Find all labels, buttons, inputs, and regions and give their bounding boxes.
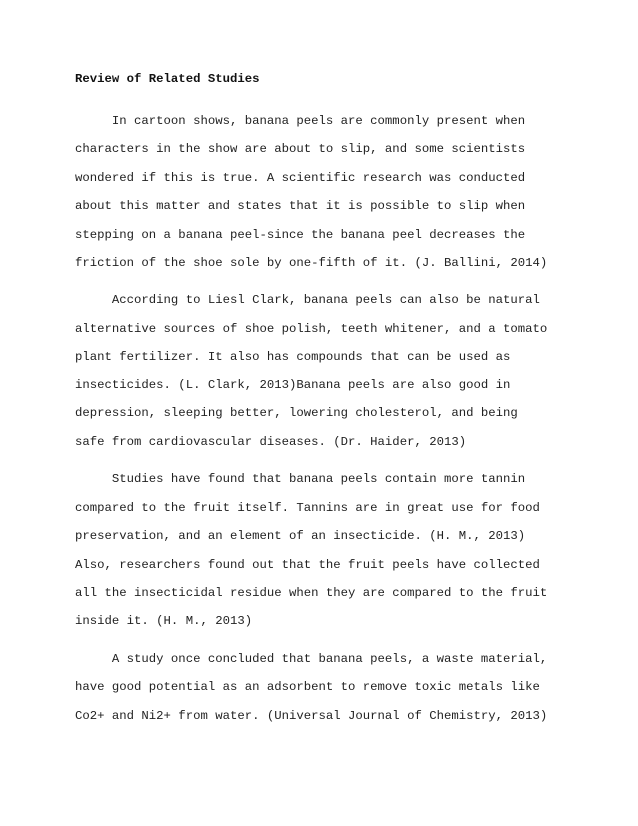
paragraph-line: preservation, and an element of an insecticide. (H. M., 2013) — [75, 529, 526, 543]
paragraph-line: Also, researchers found out that the fruit peels have collected — [75, 558, 540, 572]
paragraph-line: friction of the shoe sole by one-fifth of it. (J. Ballini, 2014) — [75, 256, 548, 270]
paragraph-line: According to Liesl Clark, banana peels can also be natural — [75, 293, 540, 307]
paragraph-line: depression, sleeping better, lowering cholesterol, and being — [75, 406, 518, 420]
paragraph-line: have good potential as an adsorbent to remove toxic metals like — [75, 680, 540, 694]
paragraph-line: Co2+ and Ni2+ from water. (Universal Journal of Chemistry, 2013) — [75, 709, 548, 723]
paragraph-line: insecticides. (L. Clark, 2013)Banana peels are also good in — [75, 378, 511, 392]
paragraph-line: In cartoon shows, banana peels are commonly present when — [75, 114, 526, 128]
paragraph-line: alternative sources of shoe polish, teeth whitener, and a tomato — [75, 322, 548, 336]
paragraph-line: all the insecticidal residue when they are compared to the fruit — [75, 586, 548, 600]
paragraph-line: inside it. (H. M., 2013) — [75, 614, 253, 628]
paragraph-line: plant fertilizer. It also has compounds that can be used as — [75, 350, 511, 364]
paragraph-line: characters in the show are about to slip, and some scientists — [75, 142, 526, 156]
paragraph-line: compared to the fruit itself. Tannins are in great use for food — [75, 501, 540, 515]
paragraph-line: wondered if this is true. A scientific research was conducted — [75, 171, 526, 185]
paragraph-line: Studies have found that banana peels contain more tannin — [75, 472, 526, 486]
paragraph-line: stepping on a banana peel-since the banana peel decreases the — [75, 228, 526, 242]
paragraph-line: A study once concluded that banana peels, a waste material, — [75, 652, 548, 666]
paragraph-line: safe from cardiovascular diseases. (Dr. Haider, 2013) — [75, 435, 467, 449]
paragraph-line: about this matter and states that it is possible to slip when — [75, 199, 526, 213]
section-heading: Review of Related Studies — [75, 72, 260, 86]
